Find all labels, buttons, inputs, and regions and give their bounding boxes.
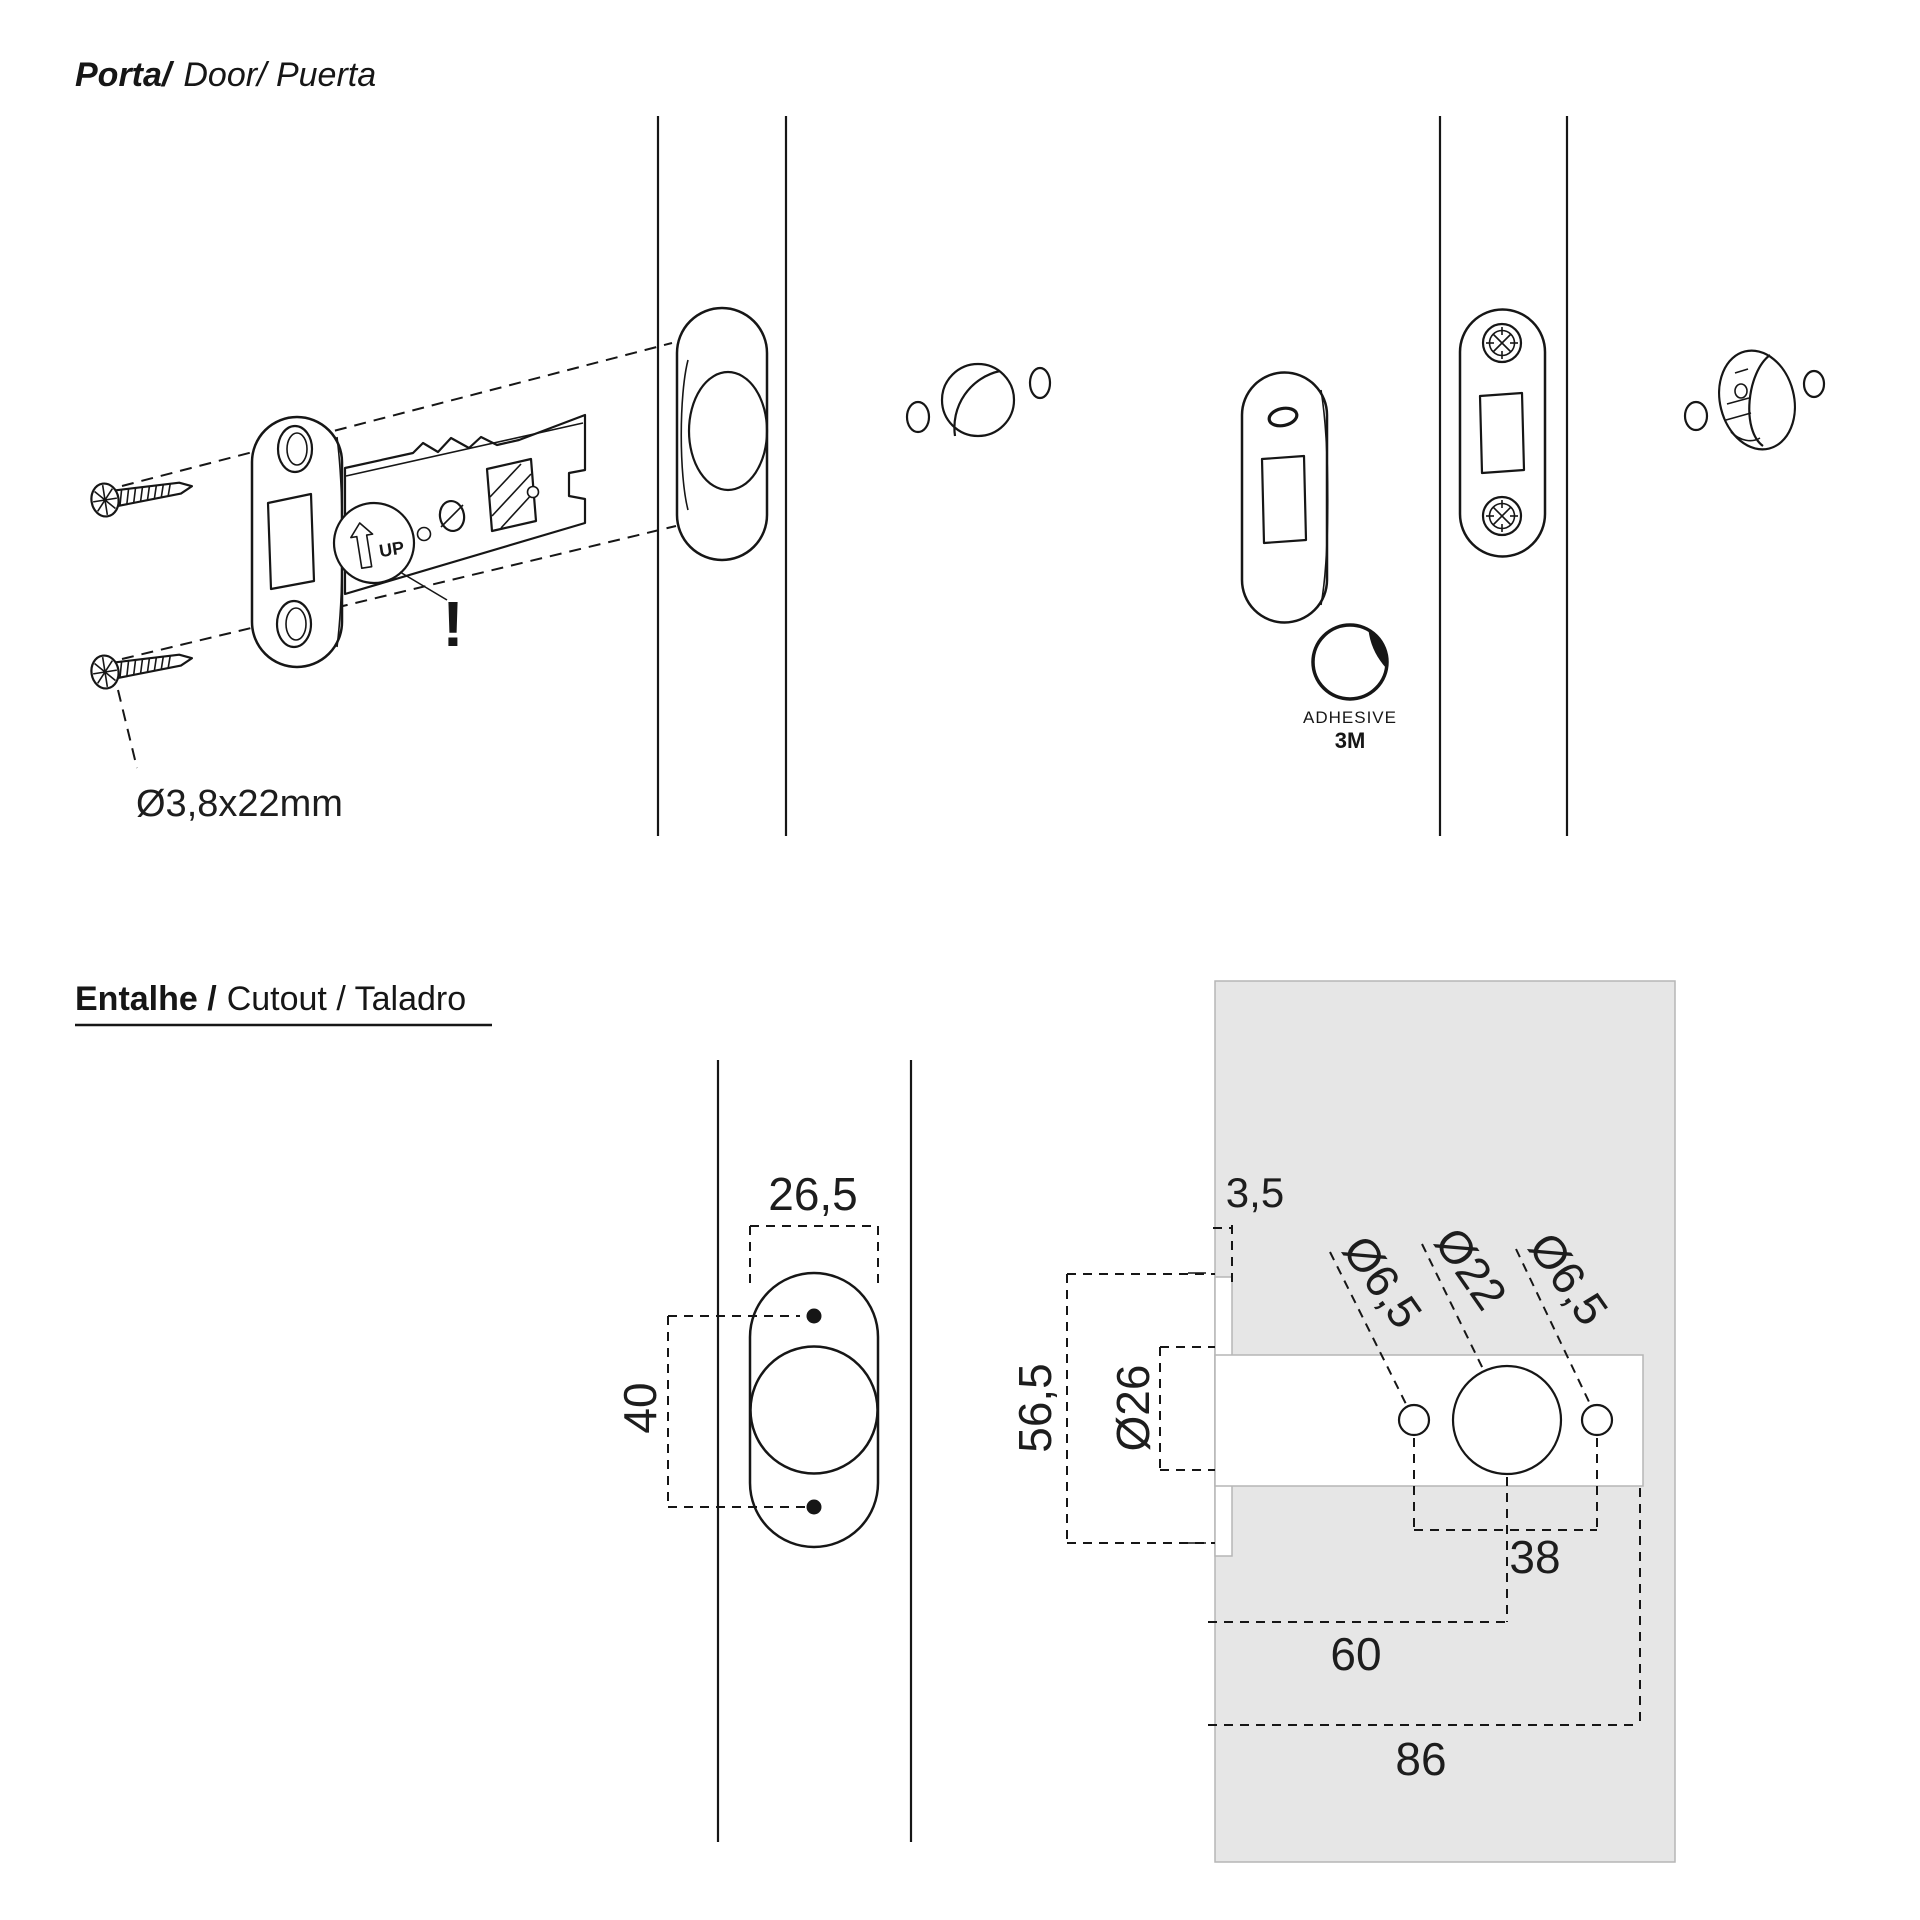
dim-total-depth: 86 <box>1395 1733 1447 1785</box>
magnet-keeper-piece <box>1685 343 1824 458</box>
screwed-strike-plate <box>1460 310 1545 557</box>
dim-channel-diameter: Ø26 <box>1107 1364 1159 1452</box>
screw-center-top <box>807 1309 822 1324</box>
faceplate-screw-hole-bottom <box>277 601 311 647</box>
dim-plate-width: 26,5 <box>768 1168 858 1220</box>
spindle-hole <box>487 459 539 531</box>
adhesive-brand: 3M <box>1334 728 1366 753</box>
door-edge-recess <box>677 308 767 560</box>
strike-screw-top <box>1483 324 1521 362</box>
door-drill-holes-left <box>907 364 1050 436</box>
left-screw-hole <box>1399 1405 1429 1435</box>
adhesive-label: ADHESIVE <box>1303 708 1397 727</box>
warning-exclamation: ! <box>442 588 464 660</box>
fixing-screw-top <box>89 470 194 518</box>
dim-recess-depth: 3,5 <box>1225 1169 1285 1216</box>
screw-center-bottom <box>807 1500 822 1515</box>
latch-pin-hole <box>418 528 431 541</box>
dim-left-hole: Ø6,5 <box>1332 1225 1433 1338</box>
dim-screw-spacing: 40 <box>614 1382 666 1434</box>
dim-recess-length: 56,5 <box>1009 1363 1061 1453</box>
faceplate-screw-hole-top <box>278 426 312 472</box>
fixing-screw-bottom <box>89 642 194 690</box>
door-section-title: Porta/ Door/ Puerta <box>75 56 377 94</box>
cutout-section <box>75 980 1675 1862</box>
door-section <box>75 56 1824 836</box>
dim-center-hole: Ø22 <box>1424 1217 1518 1319</box>
dim-backset: 60 <box>1330 1628 1382 1680</box>
edge-cutout-view <box>614 1060 911 1842</box>
adhesive-sticker-icon <box>1303 625 1397 753</box>
dim-hole-spacing: 38 <box>1509 1531 1561 1583</box>
dim-right-hole: Ø6,5 <box>1518 1222 1619 1335</box>
latch-faceplate <box>252 417 342 667</box>
screw-size-label: Ø3,8x22mm <box>136 783 343 825</box>
right-screw-hole <box>1582 1405 1612 1435</box>
cutout-section-title: Entalhe / Cutout / Taladro <box>75 980 467 1018</box>
center-bore-hole <box>1453 1366 1561 1474</box>
adhesive-strike-plate <box>1242 373 1328 623</box>
face-cutout-view <box>1009 981 1675 1862</box>
strike-screw-bottom <box>1483 497 1521 535</box>
up-marking-text: UP <box>377 537 406 562</box>
